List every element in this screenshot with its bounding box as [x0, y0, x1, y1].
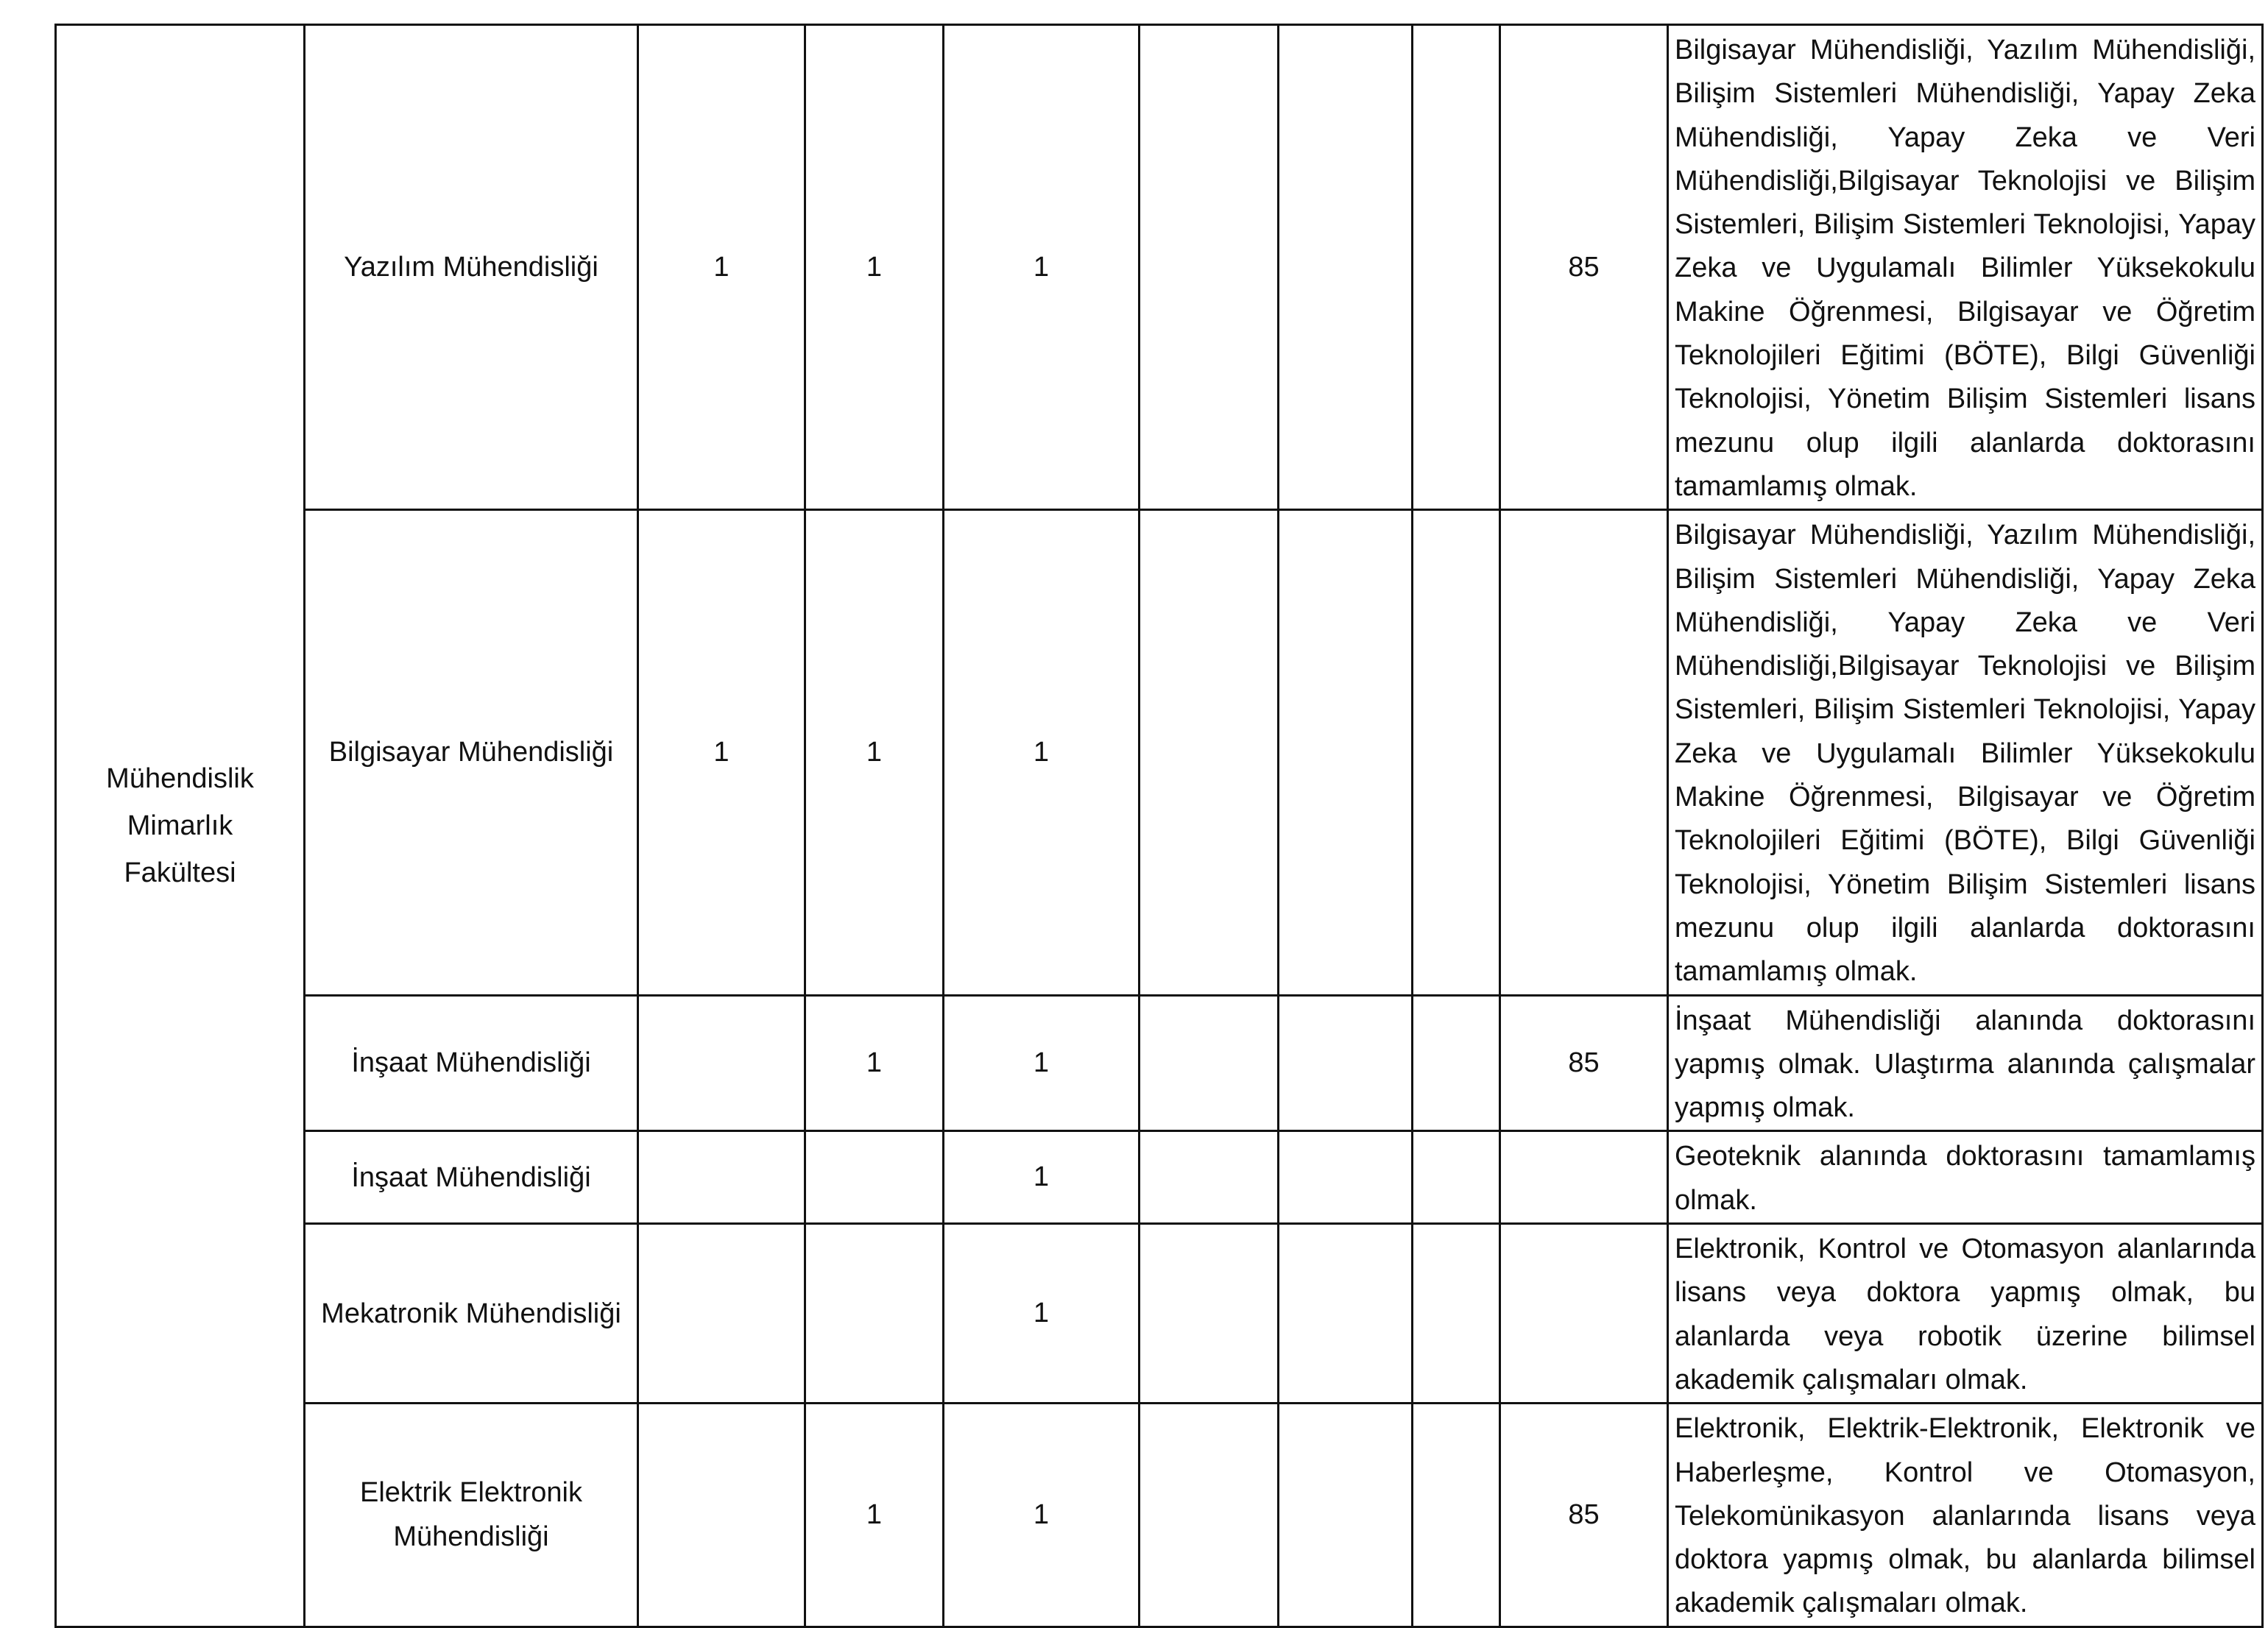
requirements-cell: [1668, 995, 2263, 1131]
faculty-cell: [56, 25, 305, 1627]
positions-table: [54, 24, 2264, 1628]
department-name: Bilgisayar Mühendisliği: [328, 737, 614, 768]
count-cell-1: 1: [638, 25, 805, 510]
count-cell-5: [1279, 25, 1413, 510]
department-cell: [305, 995, 638, 1131]
count-cell-6: [1413, 1404, 1500, 1627]
count-cell-5: [1279, 995, 1413, 1131]
count-cell-5: [1279, 1224, 1413, 1404]
requirements-text: Geoteknik alanında doktorasını tamamlamış olmak.: [1675, 1141, 2255, 1216]
count-cell-1: [638, 995, 805, 1131]
count-cell-4: [1140, 510, 1279, 995]
count-cell-3: 1: [944, 1131, 1140, 1224]
requirements-cell: [1668, 1404, 2263, 1627]
requirements-cell: [1668, 510, 2263, 995]
count-cell-3: 1: [944, 1404, 1140, 1627]
department-cell: [305, 1404, 638, 1627]
table-row: [56, 995, 2263, 1131]
department-name: İnşaat Mühendisliği: [351, 1161, 591, 1193]
count-cell-3: 1: [944, 995, 1140, 1131]
score-cell: [1500, 1224, 1668, 1404]
count-cell-6: [1413, 1131, 1500, 1224]
count-cell-4: [1140, 1404, 1279, 1627]
requirements-cell: [1668, 1224, 2263, 1404]
count-cell-6: [1413, 1224, 1500, 1404]
count-cell-1: [638, 1131, 805, 1224]
requirements-text: Bilgisayar Mühendisliği, Yazılım Mühendisliği, Bilişim Sistemleri Mühendisliği, Yapay Zeka Mühendisliği, Yapay Zeka ve Veri Mühendisliği,Bilgisayar Teknolojisi ve Bilişim Sistemleri, Bilişim Sistemleri Teknolojisi, Yapay Zeka ve Uygulamalı Bilimler Yüksekokulu Makine Öğrenmesi, Bilgisayar ve Öğretim Teknolojileri Eğitimi (BÖTE), Bilgi Güvenliği Teknolojisi, Yönetim Bilişim Sistemleri lisans mezunu olup ilgili alanlarda doktorasını tamamlamış olmak.: [1675, 520, 2255, 988]
table-row: [56, 1224, 2263, 1404]
department-cell: [305, 1131, 638, 1224]
requirements-cell: [1668, 25, 2263, 510]
requirements-text: Elektronik, Kontrol ve Otomasyon alanlarında lisans veya doktora yapmış olmak, bu alanlarda veya robotik üzerine bilimsel akademik çalışmaları olmak.: [1675, 1234, 2255, 1395]
count-cell-4: [1140, 995, 1279, 1131]
count-cell-1: [638, 1404, 805, 1627]
count-cell-2: [805, 1224, 944, 1404]
department-name: Mekatronik Mühendisliği: [321, 1298, 621, 1329]
count-cell-5: [1279, 1131, 1413, 1224]
requirements-text: Bilgisayar Mühendisliği, Yazılım Mühendisliği, Bilişim Sistemleri Mühendisliği, Yapay Zeka Mühendisliği, Yapay Zeka ve Veri Mühendisliği,Bilgisayar Teknolojisi ve Bilişim Sistemleri, Bilişim Sistemleri Teknolojisi, Yapay Zeka ve Uygulamalı Bilimler Yüksekokulu Makine Öğrenmesi, Bilgisayar ve Öğretim Teknolojileri Eğitimi (BÖTE), Bilgi Güvenliği Teknolojisi, Yönetim Bilişim Sistemleri lisans mezunu olup ilgili alanlarda doktorasını tamamlamış olmak.: [1675, 35, 2255, 502]
department-name: Yazılım Mühendisliği: [344, 252, 598, 283]
requirements-cell: [1668, 1131, 2263, 1224]
table-row: [56, 1404, 2263, 1627]
count-cell-2: 1: [805, 25, 944, 510]
score-cell: 85: [1500, 995, 1668, 1131]
count-cell-3: 1: [944, 25, 1140, 510]
faculty-name: Mühendislik Mimarlık Fakültesi: [106, 762, 254, 888]
department-name: Elektrik Elektronik Mühendisliği: [360, 1477, 582, 1553]
count-cell-4: [1140, 1131, 1279, 1224]
count-cell-3: 1: [944, 1224, 1140, 1404]
table-row: [56, 25, 2263, 510]
count-cell-3: 1: [944, 510, 1140, 995]
count-cell-6: [1413, 995, 1500, 1131]
count-cell-6: [1413, 25, 1500, 510]
count-cell-6: [1413, 510, 1500, 995]
count-cell-2: [805, 1131, 944, 1224]
table-row: [56, 1131, 2263, 1224]
requirements-text: Elektronik, Elektrik-Elektronik, Elektronik ve Haberleşme, Kontrol ve Otomasyon, Telekomünikasyon alanlarında lisans veya doktora yapmış olmak, bu alanlarda bilimsel akademik çalışmaları olmak.: [1675, 1413, 2255, 1619]
score-cell: 85: [1500, 1404, 1668, 1627]
count-cell-1: 1: [638, 510, 805, 995]
department-name: İnşaat Mühendisliği: [351, 1047, 591, 1079]
count-cell-2: 1: [805, 510, 944, 995]
count-cell-4: [1140, 1224, 1279, 1404]
table-row: [56, 510, 2263, 995]
count-cell-2: 1: [805, 995, 944, 1131]
department-cell: [305, 510, 638, 995]
count-cell-2: 1: [805, 1404, 944, 1627]
score-cell: [1500, 510, 1668, 995]
count-cell-1: [638, 1224, 805, 1404]
department-cell: [305, 1224, 638, 1404]
requirements-text: İnşaat Mühendisliği alanında doktorasını yapmış olmak. Ulaştırma alanında çalışmalar yapmış olmak.: [1675, 1005, 2255, 1124]
count-cell-5: [1279, 510, 1413, 995]
count-cell-4: [1140, 25, 1279, 510]
department-cell: [305, 25, 638, 510]
count-cell-5: [1279, 1404, 1413, 1627]
score-cell: 85: [1500, 25, 1668, 510]
score-cell: [1500, 1131, 1668, 1224]
